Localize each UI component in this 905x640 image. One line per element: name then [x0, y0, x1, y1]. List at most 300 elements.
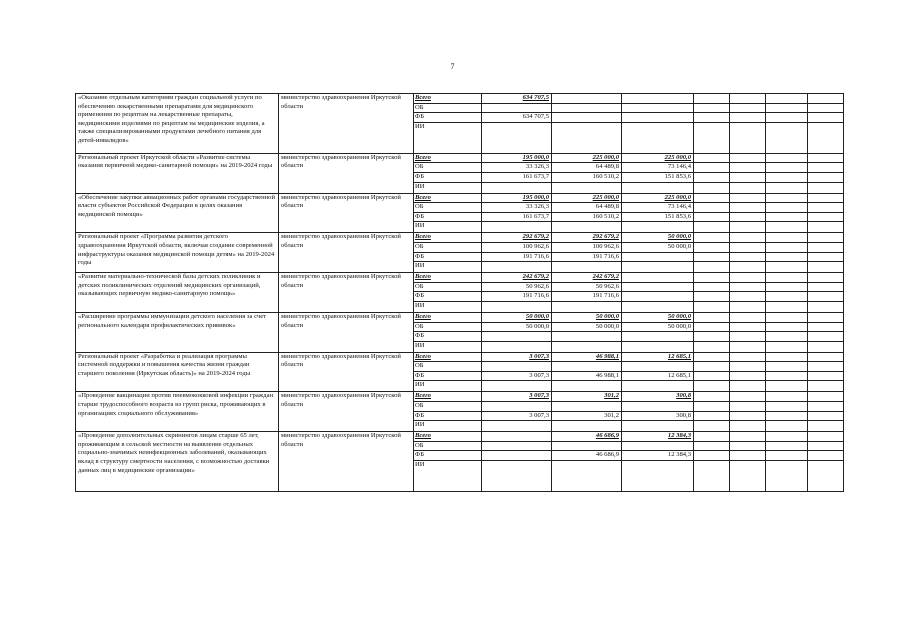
empty-cell — [808, 103, 844, 113]
amount-year-2 — [552, 103, 622, 113]
amount-year-3: 151 853,6 — [622, 212, 694, 222]
amount-year-3 — [622, 262, 694, 273]
amount-year-3: 12 384,3 — [622, 451, 694, 461]
executor: министерство здравоохранения Иркутской области — [279, 392, 414, 432]
empty-cell — [730, 233, 766, 243]
amount-year-3: 73 146,4 — [622, 203, 694, 213]
amount-year-2 — [552, 262, 622, 273]
empty-cell — [694, 193, 730, 203]
empty-cell — [730, 122, 766, 153]
empty-cell — [694, 451, 730, 461]
empty-cell — [694, 292, 730, 302]
empty-cell — [766, 362, 808, 372]
measure-description: Региональный проект «Разработка и реализация программы системной поддержки и повышения качества жизни граждан старшего поколения (Иркутская область)» на 2019-2024 годы — [76, 352, 279, 392]
empty-cell — [694, 242, 730, 252]
amount-year-2: 50 000,0 — [552, 312, 622, 322]
empty-cell — [730, 182, 766, 193]
empty-cell — [766, 392, 808, 402]
amount-year-2 — [552, 421, 622, 432]
empty-cell — [808, 421, 844, 432]
empty-cell — [694, 182, 730, 193]
empty-cell — [766, 113, 808, 123]
funding-source: Всего — [414, 94, 482, 104]
funding-source: ИИ — [414, 122, 482, 153]
amount-year-2 — [552, 362, 622, 372]
amount-year-1: 3 007,3 — [482, 392, 552, 402]
amount-year-3 — [622, 103, 694, 113]
empty-cell — [730, 381, 766, 392]
amount-year-2 — [552, 441, 622, 451]
empty-cell — [694, 461, 730, 492]
executor: министерство здравоохранения Иркутской области — [279, 193, 414, 233]
empty-cell — [694, 332, 730, 342]
empty-cell — [694, 352, 730, 362]
amount-year-1: 195 000,0 — [482, 193, 552, 203]
measure-description: «Проведение вакцинации против пневмококковой инфекции граждан старше трудоспособного возраста из групп риска, проживающих в организациях социального обслуживания» — [76, 392, 279, 432]
funding-source: Всего — [414, 352, 482, 362]
amount-year-3 — [622, 332, 694, 342]
amount-year-1 — [482, 222, 552, 233]
empty-cell — [694, 252, 730, 262]
amount-year-2: 46 686,9 — [552, 451, 622, 461]
empty-cell — [766, 432, 808, 442]
funding-source: ОБ — [414, 203, 482, 213]
empty-cell — [694, 322, 730, 332]
funding-source: ИИ — [414, 461, 482, 492]
empty-cell — [766, 94, 808, 104]
empty-cell — [730, 312, 766, 322]
empty-cell — [730, 153, 766, 163]
empty-cell — [766, 322, 808, 332]
amount-year-3: 12 685,1 — [622, 371, 694, 381]
amount-year-2 — [552, 341, 622, 352]
amount-year-3 — [622, 441, 694, 451]
amount-year-1 — [482, 461, 552, 492]
empty-cell — [730, 441, 766, 451]
amount-year-1 — [482, 441, 552, 451]
amount-year-3 — [622, 381, 694, 392]
amount-year-1: 50 962,6 — [482, 282, 552, 292]
empty-cell — [694, 301, 730, 312]
empty-cell — [766, 103, 808, 113]
empty-cell — [808, 362, 844, 372]
funding-source: ИИ — [414, 262, 482, 273]
funding-source: ФБ — [414, 252, 482, 262]
amount-year-1 — [482, 301, 552, 312]
funding-source: ОБ — [414, 282, 482, 292]
empty-cell — [730, 193, 766, 203]
amount-year-2: 225 000,0 — [552, 153, 622, 163]
amount-year-1 — [482, 122, 552, 153]
table-row — [76, 392, 844, 402]
empty-cell — [694, 172, 730, 182]
amount-year-1 — [482, 332, 552, 342]
amount-year-3 — [622, 461, 694, 492]
table-row — [76, 312, 844, 322]
amount-year-1: 195 000,0 — [482, 153, 552, 163]
empty-cell — [808, 371, 844, 381]
empty-cell — [808, 292, 844, 302]
empty-cell — [808, 402, 844, 412]
funding-source: Всего — [414, 273, 482, 283]
empty-cell — [730, 242, 766, 252]
empty-cell — [766, 242, 808, 252]
funding-source: ОБ — [414, 322, 482, 332]
amount-year-1 — [482, 402, 552, 412]
funding-source: Всего — [414, 233, 482, 243]
amount-year-3 — [622, 402, 694, 412]
empty-cell — [730, 292, 766, 302]
empty-cell — [766, 122, 808, 153]
amount-year-1: 161 673,7 — [482, 212, 552, 222]
empty-cell — [730, 352, 766, 362]
amount-year-3 — [622, 421, 694, 432]
amount-year-1 — [482, 381, 552, 392]
amount-year-3 — [622, 94, 694, 104]
empty-cell — [808, 122, 844, 153]
funding-source: ФБ — [414, 332, 482, 342]
funding-source: ОБ — [414, 441, 482, 451]
empty-cell — [694, 203, 730, 213]
empty-cell — [730, 222, 766, 233]
empty-cell — [730, 273, 766, 283]
funding-source: Всего — [414, 432, 482, 442]
empty-cell — [766, 411, 808, 421]
empty-cell — [808, 461, 844, 492]
empty-cell — [808, 341, 844, 352]
amount-year-1 — [482, 341, 552, 352]
amount-year-2: 46 686,9 — [552, 432, 622, 442]
funding-source: ИИ — [414, 341, 482, 352]
empty-cell — [730, 402, 766, 412]
empty-cell — [730, 362, 766, 372]
empty-cell — [694, 312, 730, 322]
empty-cell — [730, 371, 766, 381]
amount-year-1: 191 716,6 — [482, 292, 552, 302]
empty-cell — [766, 352, 808, 362]
amount-year-1: 50 000,0 — [482, 312, 552, 322]
empty-cell — [730, 432, 766, 442]
funding-source: ФБ — [414, 212, 482, 222]
amount-year-2: 301,2 — [552, 411, 622, 421]
funding-source: Всего — [414, 392, 482, 402]
empty-cell — [808, 252, 844, 262]
amount-year-3 — [622, 301, 694, 312]
amount-year-3: 300,8 — [622, 392, 694, 402]
empty-cell — [808, 312, 844, 322]
amount-year-1 — [482, 362, 552, 372]
amount-year-2 — [552, 332, 622, 342]
amount-year-2: 292 679,2 — [552, 233, 622, 243]
empty-cell — [808, 212, 844, 222]
amount-year-3 — [622, 341, 694, 352]
amount-year-2 — [552, 94, 622, 104]
executor: министерство здравоохранения Иркутской области — [279, 153, 414, 193]
empty-cell — [808, 301, 844, 312]
empty-cell — [730, 392, 766, 402]
amount-year-3: 50 000,0 — [622, 312, 694, 322]
empty-cell — [730, 461, 766, 492]
table-row — [76, 273, 844, 283]
empty-cell — [808, 441, 844, 451]
empty-cell — [694, 262, 730, 273]
empty-cell — [730, 113, 766, 123]
amount-year-1 — [482, 262, 552, 273]
amount-year-2 — [552, 122, 622, 153]
funding-source: Всего — [414, 193, 482, 203]
empty-cell — [766, 461, 808, 492]
empty-cell — [730, 203, 766, 213]
empty-cell — [766, 273, 808, 283]
empty-cell — [694, 94, 730, 104]
amount-year-2: 225 000,0 — [552, 193, 622, 203]
empty-cell — [694, 441, 730, 451]
empty-cell — [766, 332, 808, 342]
amount-year-1: 3 007,3 — [482, 371, 552, 381]
empty-cell — [694, 153, 730, 163]
amount-year-2: 50 000,0 — [552, 322, 622, 332]
empty-cell — [730, 451, 766, 461]
empty-cell — [694, 103, 730, 113]
funding-source: ИИ — [414, 381, 482, 392]
table-row — [76, 432, 844, 442]
empty-cell — [730, 262, 766, 273]
empty-cell — [766, 371, 808, 381]
amount-year-3 — [622, 222, 694, 233]
amount-year-1 — [482, 182, 552, 193]
table-row — [76, 94, 844, 104]
amount-year-3 — [622, 282, 694, 292]
funding-source: ФБ — [414, 411, 482, 421]
amount-year-3 — [622, 362, 694, 372]
amount-year-1: 191 716,6 — [482, 252, 552, 262]
amount-year-2 — [552, 182, 622, 193]
funding-source: Всего — [414, 153, 482, 163]
empty-cell — [730, 332, 766, 342]
empty-cell — [766, 402, 808, 412]
amount-year-2: 100 962,6 — [552, 242, 622, 252]
amount-year-2: 301,2 — [552, 392, 622, 402]
measure-description: «Оказание отдельным категориям граждан социальной услуги по обеспечению лекарственными препаратами для медицинского применения по рецептам на лекарственные препараты, медицинскими изделиями по рецептам на медицинские изделия, а также специализированными продуктами лечебного питания для детей-инвалидов» — [76, 94, 279, 154]
empty-cell — [808, 233, 844, 243]
funding-source: ОБ — [414, 242, 482, 252]
measure-description: Региональный проект Иркутской области «Развитие системы оказания первичной медико-санитарной помощи» на 2019-2024 годы — [76, 153, 279, 193]
empty-cell — [730, 341, 766, 352]
amount-year-2: 191 716,6 — [552, 292, 622, 302]
empty-cell — [766, 341, 808, 352]
amount-year-3 — [622, 273, 694, 283]
amount-year-3: 50 000,0 — [622, 242, 694, 252]
empty-cell — [766, 212, 808, 222]
empty-cell — [808, 182, 844, 193]
empty-cell — [694, 222, 730, 233]
funding-source: ФБ — [414, 113, 482, 123]
empty-cell — [694, 233, 730, 243]
empty-cell — [694, 381, 730, 392]
table-row — [76, 193, 844, 203]
amount-year-3 — [622, 122, 694, 153]
empty-cell — [808, 282, 844, 292]
empty-cell — [694, 113, 730, 123]
executor: министерство здравоохранения Иркутской области — [279, 432, 414, 492]
empty-cell — [694, 212, 730, 222]
measure-description: «Обеспечение закупки авиационных работ органами государственной власти субъектов Российской Федерации в целях оказания медицинской помощи» — [76, 193, 279, 233]
amount-year-1: 100 962,6 — [482, 242, 552, 252]
empty-cell — [694, 402, 730, 412]
executor: министерство здравоохранения Иркутской области — [279, 94, 414, 154]
executor: министерство здравоохранения Иркутской области — [279, 312, 414, 352]
amount-year-2: 160 510,2 — [552, 172, 622, 182]
amount-year-2: 46 988,1 — [552, 371, 622, 381]
funding-source: ОБ — [414, 362, 482, 372]
empty-cell — [808, 352, 844, 362]
empty-cell — [766, 301, 808, 312]
funding-source: ИИ — [414, 182, 482, 193]
executor: министерство здравоохранения Иркутской области — [279, 352, 414, 392]
empty-cell — [808, 94, 844, 104]
measure-description: «Расширение программы иммунизации детского населения за счет регионального календаря профилактических прививок» — [76, 312, 279, 352]
empty-cell — [808, 381, 844, 392]
funding-source: ИИ — [414, 421, 482, 432]
empty-cell — [694, 371, 730, 381]
amount-year-2 — [552, 113, 622, 123]
amount-year-2: 64 489,8 — [552, 163, 622, 173]
amount-year-1 — [482, 432, 552, 442]
amount-year-1: 634 707,5 — [482, 113, 552, 123]
amount-year-3: 73 146,4 — [622, 163, 694, 173]
empty-cell — [808, 193, 844, 203]
empty-cell — [808, 432, 844, 442]
empty-cell — [694, 163, 730, 173]
table-body — [76, 94, 844, 492]
empty-cell — [808, 163, 844, 173]
amount-year-3 — [622, 182, 694, 193]
empty-cell — [808, 451, 844, 461]
funding-source: ОБ — [414, 103, 482, 113]
amount-year-2 — [552, 461, 622, 492]
empty-cell — [730, 103, 766, 113]
amount-year-2 — [552, 402, 622, 412]
amount-year-1: 242 679,2 — [482, 273, 552, 283]
empty-cell — [766, 282, 808, 292]
page-number: 7 — [450, 62, 455, 71]
amount-year-3: 50 000,0 — [622, 322, 694, 332]
empty-cell — [766, 381, 808, 392]
funding-source: ФБ — [414, 172, 482, 182]
table-row — [76, 352, 844, 362]
amount-year-1: 634 707,5 — [482, 94, 552, 104]
funding-source: ОБ — [414, 402, 482, 412]
amount-year-1: 161 673,7 — [482, 172, 552, 182]
empty-cell — [808, 262, 844, 273]
funding-source: ФБ — [414, 371, 482, 381]
amount-year-1: 3 007,3 — [482, 411, 552, 421]
amount-year-3: 12 685,1 — [622, 352, 694, 362]
amount-year-3 — [622, 113, 694, 123]
amount-year-2: 242 679,2 — [552, 273, 622, 283]
amount-year-3: 151 853,6 — [622, 172, 694, 182]
measure-description: «Проведение дополнительных скринингов лицам старше 65 лет, проживающим в сельской местности на выявление отдельных социально-значимых неинфекционных заболеваний, оказывающих вклад в структуру смертности населения, с возможностью доставки данных лиц в медицинские организации» — [76, 432, 279, 492]
funding-source: ФБ — [414, 292, 482, 302]
empty-cell — [694, 411, 730, 421]
amount-year-2: 191 716,6 — [552, 252, 622, 262]
empty-cell — [808, 172, 844, 182]
executor: министерство здравоохранения Иркутской области — [279, 233, 414, 273]
empty-cell — [808, 113, 844, 123]
amount-year-2 — [552, 381, 622, 392]
empty-cell — [766, 193, 808, 203]
amount-year-2 — [552, 222, 622, 233]
amount-year-2: 64 489,8 — [552, 203, 622, 213]
empty-cell — [808, 203, 844, 213]
amount-year-3: 225 000,0 — [622, 193, 694, 203]
funding-source: ИИ — [414, 222, 482, 233]
amount-year-3: 12 384,3 — [622, 432, 694, 442]
empty-cell — [808, 322, 844, 332]
funding-source: Всего — [414, 312, 482, 322]
empty-cell — [730, 212, 766, 222]
amount-year-1 — [482, 421, 552, 432]
empty-cell — [730, 282, 766, 292]
empty-cell — [694, 392, 730, 402]
budget-table — [75, 93, 844, 492]
amount-year-1 — [482, 103, 552, 113]
empty-cell — [766, 172, 808, 182]
empty-cell — [766, 252, 808, 262]
empty-cell — [808, 392, 844, 402]
empty-cell — [694, 282, 730, 292]
funding-source: ФБ — [414, 451, 482, 461]
empty-cell — [766, 292, 808, 302]
empty-cell — [730, 163, 766, 173]
amount-year-1 — [482, 451, 552, 461]
amount-year-2: 50 962,6 — [552, 282, 622, 292]
amount-year-1: 33 326,3 — [482, 163, 552, 173]
amount-year-3: 50 000,0 — [622, 233, 694, 243]
table-row — [76, 153, 844, 163]
funding-source: ИИ — [414, 301, 482, 312]
empty-cell — [766, 441, 808, 451]
amount-year-2 — [552, 301, 622, 312]
amount-year-3 — [622, 252, 694, 262]
empty-cell — [808, 332, 844, 342]
empty-cell — [730, 411, 766, 421]
empty-cell — [766, 222, 808, 233]
amount-year-3 — [622, 292, 694, 302]
empty-cell — [766, 163, 808, 173]
amount-year-3: 225 000,0 — [622, 153, 694, 163]
empty-cell — [766, 421, 808, 432]
empty-cell — [694, 122, 730, 153]
empty-cell — [694, 421, 730, 432]
amount-year-2: 160 510,2 — [552, 212, 622, 222]
empty-cell — [766, 451, 808, 461]
empty-cell — [730, 421, 766, 432]
empty-cell — [766, 203, 808, 213]
amount-year-1: 50 000,0 — [482, 322, 552, 332]
amount-year-2: 46 988,1 — [552, 352, 622, 362]
empty-cell — [808, 222, 844, 233]
empty-cell — [808, 411, 844, 421]
empty-cell — [766, 312, 808, 322]
table-row — [76, 233, 844, 243]
empty-cell — [730, 252, 766, 262]
empty-cell — [730, 172, 766, 182]
amount-year-3: 300,8 — [622, 411, 694, 421]
amount-year-1: 3 007,3 — [482, 352, 552, 362]
empty-cell — [730, 94, 766, 104]
empty-cell — [730, 322, 766, 332]
